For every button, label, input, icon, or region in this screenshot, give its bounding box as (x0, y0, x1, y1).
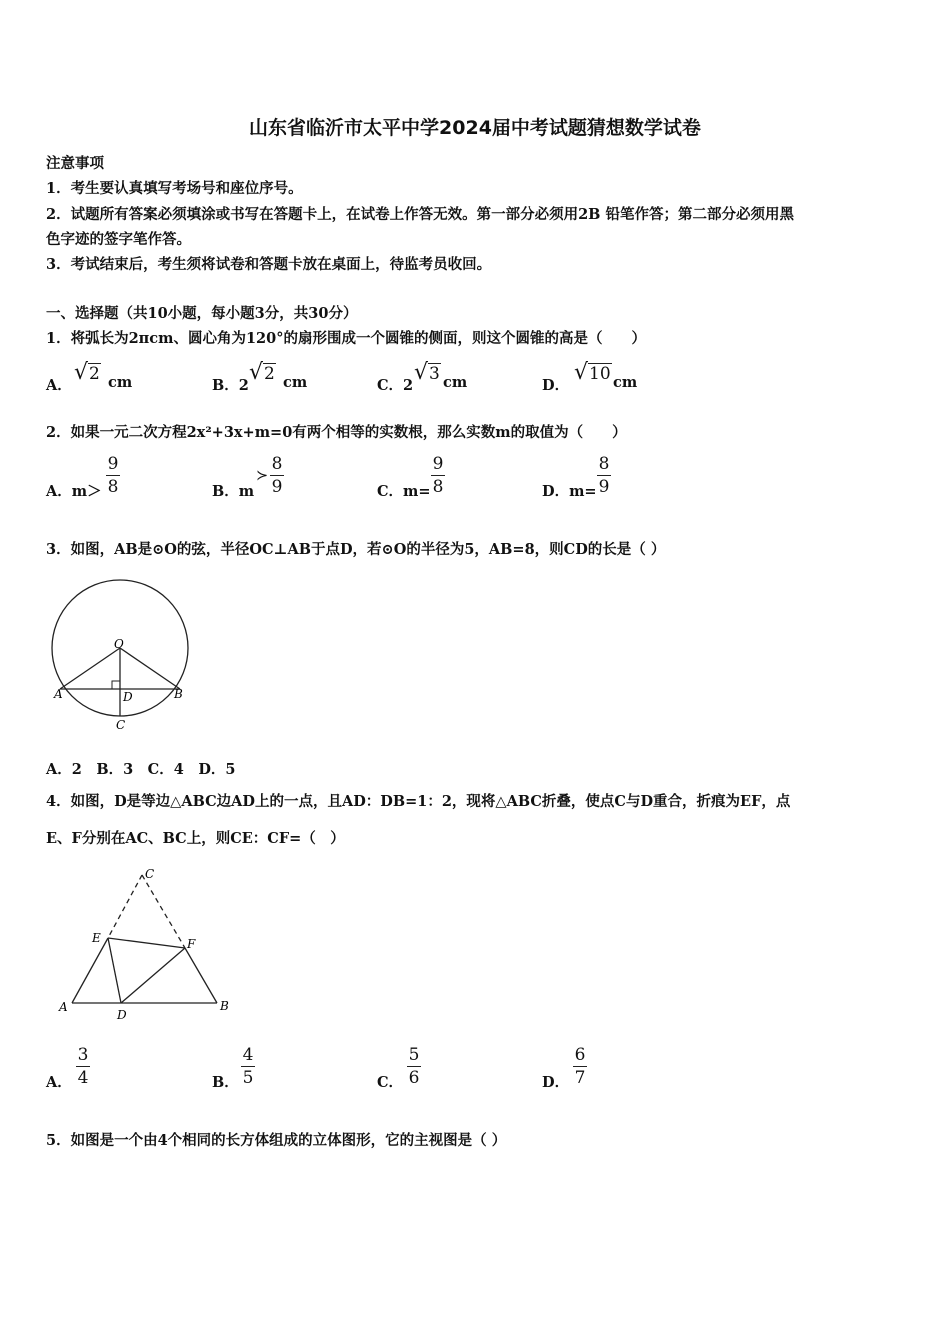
q1-option-a-root: √2 (74, 360, 100, 385)
q1-option-b-unit: cm (283, 374, 308, 391)
q4-option-a-fraction: 3 4 (77, 1045, 89, 1088)
q2-option-c-label: C．m= (377, 483, 431, 500)
label-c: C (145, 867, 155, 881)
notice-item: 3．考试结束后，考生须将试卷和答题卡放在桌面上，待监考员收回。 (46, 256, 492, 273)
q1-option-c: C．2 (377, 377, 414, 394)
side-fb (185, 948, 217, 1003)
fold-ef (108, 938, 185, 948)
q2-option-a-fraction: 9 8 (107, 454, 119, 497)
label-a: A (54, 687, 63, 701)
q4-option-c-label: C． (377, 1074, 404, 1091)
side-ae (72, 938, 108, 1003)
label-b: B (174, 687, 183, 701)
section-heading: 一、选择题（共10小题，每小题3分，共30分） (46, 305, 358, 322)
notice-item: 2．试题所有答案必须填涂或书写在答题卡上，在试卷上作答无效。第一部分必须用2B 铅笔作答；第二部分必须用黑 (46, 206, 794, 223)
label-c: C (116, 718, 126, 732)
question-2-text: 2．如果一元二次方程2x²+3x+m=0有两个相等的实数根，那么实数m的取值为（ ） (46, 424, 627, 441)
question-5-text: 5．如图是一个由4个相同的长方体组成的立体图形，它的主视图是（ ） (46, 1132, 507, 1149)
notice-heading: 注意事项 (46, 155, 104, 172)
q1-option-c-root: √3 (414, 360, 440, 385)
q1-option-b: B．2 (212, 377, 249, 394)
label-a: A (59, 1000, 68, 1014)
segment-oa (60, 648, 120, 689)
label-e: E (92, 931, 101, 945)
question-4-text-line-2: E、F分别在AC、BC上，则CE：CF=（ ） (46, 830, 345, 847)
segment-fd (121, 948, 185, 1003)
q4-option-b-label: B． (212, 1074, 239, 1091)
q2-option-b-label: B．m (212, 483, 255, 500)
notice-item: 1．考生要认真填写考场号和座位序号。 (46, 180, 303, 197)
q1-option-d-root: √10 (574, 360, 611, 385)
q1-option-d: D． (542, 377, 570, 394)
q1-option-b-root: √2 (249, 360, 275, 385)
q4-triangle-figure (54, 862, 239, 1027)
dashed-cf (142, 875, 185, 948)
q4-option-c-fraction: 5 6 (408, 1045, 420, 1088)
q2-option-d-label: D．m= (542, 483, 597, 500)
q3-circle-figure (48, 576, 193, 736)
right-angle-mark (112, 681, 120, 689)
question-4-text-line-1: 4．如图，D是等边△ABC边AD上的一点，且AD：DB=1：2，现将△ABC折叠，使点C与D重合，折痕为EF，点 (46, 793, 791, 810)
question-1-text: 1．将弧长为2πcm、圆心角为120°的扇形围成一个圆锥的侧面，则这个圆锥的高是（ ） (46, 330, 646, 347)
q1-option-d-unit: cm (613, 374, 638, 391)
q1-option-c-unit: cm (443, 374, 468, 391)
q2-option-d-fraction: 8 9 (598, 454, 610, 497)
q2-option-b-fraction: 8 9 (271, 454, 283, 497)
q4-option-b-fraction: 4 5 (242, 1045, 254, 1088)
label-d: D (117, 1008, 127, 1022)
q2-option-c-fraction: 9 8 (432, 454, 444, 497)
q3-answers: A．2 B．3 C．4 D．5 (46, 761, 236, 778)
label-o: O (114, 637, 124, 651)
notice-item: 色字迹的签字笔作答。 (46, 231, 191, 248)
label-d: D (123, 690, 133, 704)
label-f: F (187, 937, 196, 951)
q2-option-b-relation: ≻ (256, 468, 269, 484)
q2-option-a-label: A．m＞ (46, 483, 102, 500)
label-b: B (220, 999, 229, 1013)
segment-ob (120, 648, 180, 689)
q1-option-a-unit: cm (108, 374, 133, 391)
dashed-ce (108, 875, 142, 938)
question-3-text: 3．如图，AB是⊙O的弦，半径OC⊥AB于点D，若⊙O的半径为5，AB=8，则CD的长是（ ） (46, 541, 666, 558)
page-title: 山东省临沂市太平中学2024届中考试题猜想数学试卷 (249, 117, 701, 139)
q4-option-d-fraction: 6 7 (574, 1045, 586, 1088)
q4-option-a-label: A． (46, 1074, 72, 1091)
segment-ed (108, 938, 121, 1003)
q4-option-d-label: D． (542, 1074, 570, 1091)
q1-option-a: A． (46, 377, 72, 394)
